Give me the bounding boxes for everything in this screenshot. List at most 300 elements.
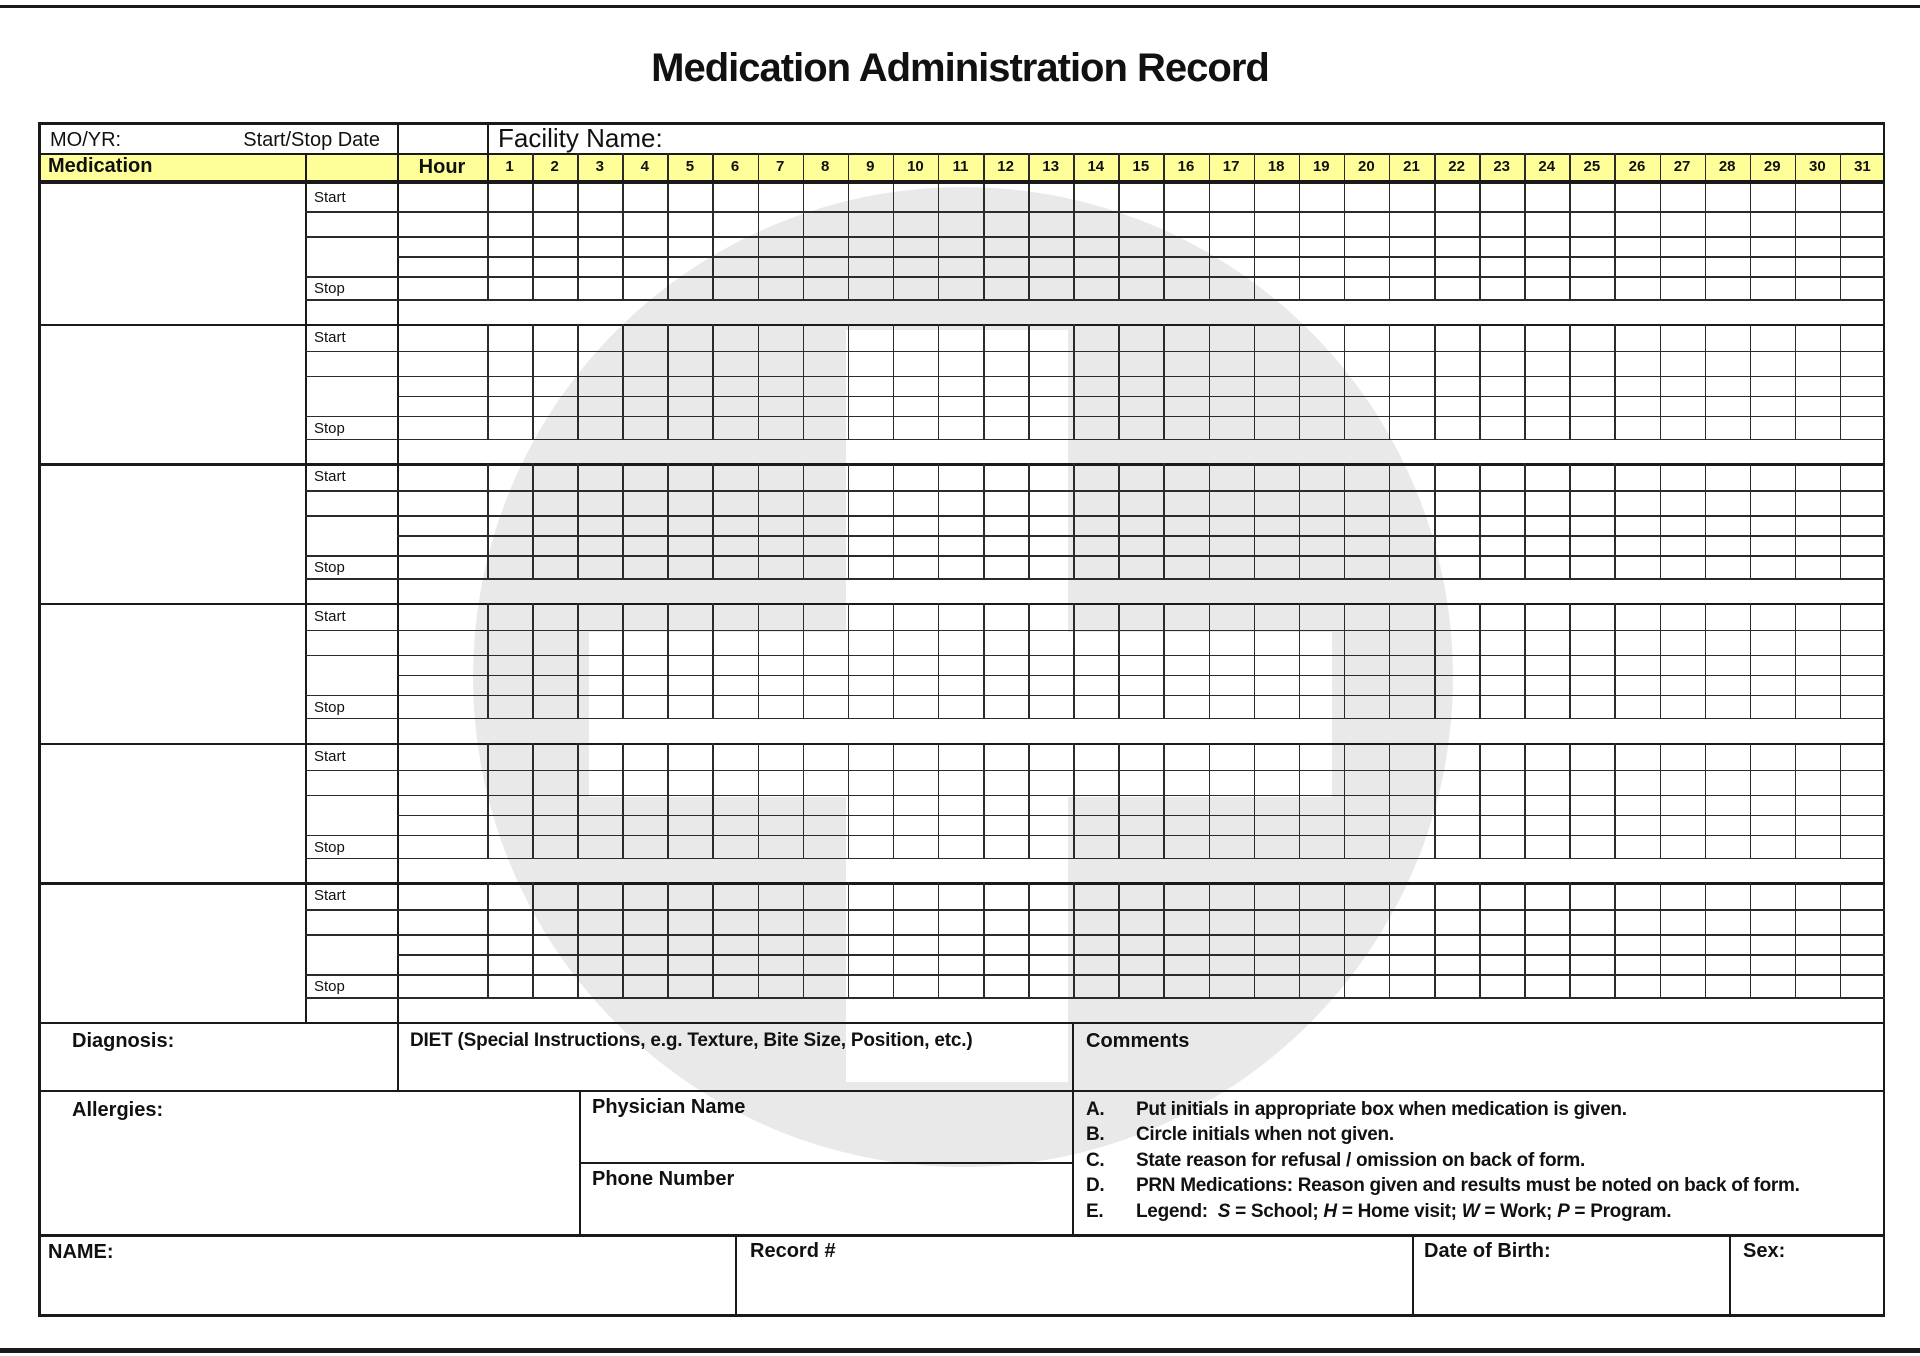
hour-column-header: Hour (418, 156, 466, 178)
grid-line (758, 463, 760, 578)
grid-line (1569, 184, 1571, 299)
grid-line (1840, 743, 1842, 858)
grid-line (848, 184, 850, 299)
grid-line (758, 882, 760, 997)
grid-line (1344, 184, 1346, 299)
grid-line (1118, 184, 1120, 299)
instruction-item-text: State reason for refusal / omission on back of form. (1136, 1149, 1585, 1171)
grid-line (1750, 463, 1752, 578)
grid-line (893, 882, 895, 997)
grid-line (305, 695, 1885, 697)
grid-line (577, 882, 579, 997)
grid-line (1434, 743, 1436, 858)
grid-line (983, 324, 985, 439)
grid-line (1569, 743, 1571, 858)
grid-line (667, 184, 669, 299)
day-header-cell: 3 (595, 158, 604, 175)
physician-phone-divider (579, 1162, 1072, 1164)
grid-line (622, 603, 624, 718)
grid-line (1705, 603, 1707, 718)
grid-line (1028, 184, 1030, 299)
grid-line (1524, 463, 1526, 578)
block-bottom-border (38, 463, 1885, 466)
grid-line (305, 718, 1885, 720)
grid-line (1028, 463, 1030, 578)
grid-line (1479, 743, 1481, 858)
grid-line (305, 211, 1885, 213)
grid-line (1073, 603, 1075, 718)
physician-name-label: Physician Name (592, 1096, 746, 1118)
instruction-item (1086, 1148, 1800, 1173)
grid-line (1479, 184, 1481, 299)
grid-line (1209, 463, 1211, 578)
grid-line (1795, 882, 1797, 997)
grid-line (1299, 184, 1301, 299)
grid-line (305, 835, 1885, 837)
grid-line (305, 515, 1885, 517)
grid-line (1254, 743, 1256, 858)
grid-line (1434, 184, 1436, 299)
grid-line (1795, 603, 1797, 718)
grid-line (1389, 463, 1391, 578)
day-header-cell: 6 (730, 158, 740, 175)
grid-line (532, 463, 534, 578)
grid-line (1750, 882, 1752, 997)
grid-line (622, 463, 624, 578)
day-header-cell: 4 (640, 158, 649, 175)
grid-line (712, 743, 714, 858)
comments-left-border (1072, 1022, 1074, 1234)
grid-line (305, 351, 1885, 353)
day-header-cell: 25 (1583, 158, 1601, 175)
grid-line (1840, 882, 1842, 997)
grid-line (305, 934, 1885, 936)
grid-line (1028, 882, 1030, 997)
grid-line (1750, 743, 1752, 858)
grid-line (1705, 324, 1707, 439)
grid-line (1163, 184, 1165, 299)
day-header-cell: 28 (1718, 158, 1736, 175)
grid-line (938, 463, 940, 578)
instruction-item-text: Legend: S = School; H = Home visit; W = Work; P = Program. (1136, 1200, 1672, 1222)
page-top-rule (0, 5, 1920, 8)
grid-line (397, 535, 1885, 537)
instruction-item-label: B. (1086, 1124, 1105, 1146)
grid-line (1073, 184, 1075, 299)
grid-line (893, 324, 895, 439)
grid-line (1479, 603, 1481, 718)
grid-line (305, 276, 1885, 278)
grid-line (305, 974, 1885, 976)
day-header-cell: 29 (1763, 158, 1781, 175)
day-header-cell: 24 (1538, 158, 1556, 175)
grid-line (1750, 184, 1752, 299)
grid-line (397, 954, 1885, 956)
stop-label: Stop (314, 838, 345, 856)
day-header-cell: 26 (1628, 158, 1646, 175)
start-label: Start (314, 607, 346, 625)
instruction-item-label: E. (1086, 1200, 1104, 1222)
grid-line (305, 997, 1885, 999)
grid-line (667, 743, 669, 858)
grid-line (1840, 463, 1842, 578)
block-bottom-border (38, 743, 1885, 746)
day-header-cell: 18 (1267, 158, 1285, 175)
phone-number-label: Phone Number (592, 1168, 735, 1190)
grid-line (1840, 184, 1842, 299)
grid-line (1569, 463, 1571, 578)
grid-line (1524, 324, 1526, 439)
grid-line (712, 463, 714, 578)
instruction-item (1086, 1173, 1800, 1198)
grid-line (1795, 184, 1797, 299)
grid-line (487, 184, 489, 299)
name-row-top (38, 1234, 1885, 1237)
instruction-item-label: C. (1086, 1149, 1105, 1171)
sex-label: Sex: (1743, 1240, 1786, 1262)
diagnosis-diet-divider (397, 1022, 399, 1090)
grid-line (1118, 463, 1120, 578)
grid-line (305, 236, 1885, 238)
allergies-label: Allergies: (72, 1099, 164, 1121)
day-header-cell: 15 (1132, 158, 1150, 175)
start-label: Start (314, 189, 346, 206)
grid-line (1479, 882, 1481, 997)
day-header-cell: 11 (952, 158, 969, 175)
grid-line (1209, 882, 1211, 997)
grid-line (1254, 463, 1256, 578)
grid-line (1705, 743, 1707, 858)
start-label: Start (314, 468, 346, 486)
grid-line (532, 184, 534, 299)
grid-line (1163, 463, 1165, 578)
grid-line (305, 490, 1885, 492)
grid-line (893, 184, 895, 299)
day-header-cell: 27 (1673, 158, 1691, 175)
grid-line (487, 882, 489, 997)
grid-line (1389, 743, 1391, 858)
instruction-item-text: Put initials in appropriate box when medication is given. (1136, 1099, 1627, 1120)
page-bottom-rule (0, 1348, 1920, 1353)
grid-line (577, 324, 579, 439)
grid-line (622, 184, 624, 299)
grid-line (803, 743, 805, 858)
instructions-list (1086, 1097, 1800, 1224)
allergies-physician-divider (579, 1090, 581, 1234)
stop-label: Stop (314, 978, 345, 996)
record-dob-divider (1412, 1234, 1414, 1314)
grid-line (487, 603, 489, 718)
grid-line (983, 743, 985, 858)
grid-line (893, 463, 895, 578)
dob-sex-divider (1729, 1234, 1731, 1314)
grid-line (1073, 743, 1075, 858)
grid-line (1840, 603, 1842, 718)
grid-line (622, 743, 624, 858)
grid-line (758, 743, 760, 858)
grid-line (983, 603, 985, 718)
yellow-row-bottom-border (38, 180, 1885, 184)
grid-line (1254, 184, 1256, 299)
grid-line (938, 743, 940, 858)
grid-line (1524, 184, 1526, 299)
day-header-cell: 14 (1087, 158, 1105, 175)
grid-line (1299, 882, 1301, 997)
grid-line (1524, 743, 1526, 858)
start-stop-date-label: Start/Stop Date (243, 129, 380, 151)
grid-line (848, 463, 850, 578)
grid-line (848, 324, 850, 439)
grid-line (1840, 324, 1842, 439)
stop-label: Stop (314, 280, 345, 297)
grid-line (532, 882, 534, 997)
grid-line (622, 882, 624, 997)
start-label: Start (314, 328, 346, 346)
grid-line (1434, 603, 1436, 718)
grid-line (305, 655, 1885, 657)
stop-label: Stop (314, 698, 345, 716)
grid-line (1254, 324, 1256, 439)
grid-line (1750, 324, 1752, 439)
grid-line (893, 743, 895, 858)
grid-line (1479, 463, 1481, 578)
grid-line (758, 184, 760, 299)
grid-line (712, 882, 714, 997)
instruction-item-label: D. (1086, 1175, 1105, 1197)
grid-line (1660, 603, 1662, 718)
name-record-divider (735, 1234, 737, 1314)
grid-line (938, 882, 940, 997)
day-header-cell: 20 (1358, 158, 1375, 175)
grid-line (1028, 743, 1030, 858)
grid-line (1028, 324, 1030, 439)
grid-line (803, 603, 805, 718)
grid-line (1073, 324, 1075, 439)
grid-line (1524, 882, 1526, 997)
stop-label: Stop (314, 419, 345, 437)
grid-line (803, 324, 805, 439)
grid-line (1344, 743, 1346, 858)
day-header-cell: 17 (1222, 158, 1240, 175)
comments-label: Comments (1086, 1030, 1190, 1052)
grid-line (1389, 603, 1391, 718)
day-header-cell: 21 (1403, 158, 1420, 175)
grid-line (305, 439, 1885, 441)
instruction-item-text: PRN Medications: Reason given and results must be noted on back of form. (1136, 1175, 1800, 1197)
grid-line (1614, 882, 1616, 997)
day-header-cell: 12 (997, 158, 1014, 175)
grid-line (1118, 603, 1120, 718)
grid-line (1614, 743, 1616, 858)
grid-line (803, 882, 805, 997)
day-header-cell: 31 (1854, 158, 1871, 175)
grid-line (532, 603, 534, 718)
grid-line (758, 603, 760, 718)
grid-line (487, 463, 489, 578)
grid-line (1479, 324, 1481, 439)
grid-line (1389, 184, 1391, 299)
day-header-cell: 30 (1809, 158, 1826, 175)
grid-line (1344, 603, 1346, 718)
grid-line (1209, 603, 1211, 718)
day-header-cell: 22 (1448, 158, 1465, 175)
instruction-item-text: Circle initials when not given. (1136, 1124, 1394, 1146)
grid-line (712, 184, 714, 299)
day-header-cell: 2 (550, 158, 559, 175)
grid-line (305, 416, 1885, 418)
grid-line (1795, 463, 1797, 578)
grid-line (1209, 184, 1211, 299)
grid-line (305, 555, 1885, 557)
grid-line (1660, 463, 1662, 578)
grid-line (983, 882, 985, 997)
grid-line (1344, 882, 1346, 997)
grid-line (758, 324, 760, 439)
grid-line (1163, 324, 1165, 439)
grid-line (305, 299, 1885, 301)
grid-line (1344, 463, 1346, 578)
day-header-cell: 5 (685, 158, 695, 175)
grid-line (848, 743, 850, 858)
grid-line (1434, 463, 1436, 578)
day-header-cell: 23 (1493, 158, 1511, 175)
table-left-border (38, 122, 41, 1314)
grid-line (1073, 882, 1075, 997)
grid-line (1299, 463, 1301, 578)
grid-line (1660, 882, 1662, 997)
grid-line (1209, 324, 1211, 439)
table-bottom-border (38, 1314, 1885, 1317)
grid-line (1569, 603, 1571, 718)
grid-line (305, 909, 1885, 911)
diet-instructions-label: DIET (Special Instructions, e.g. Texture, Bite Size, Position, etc.) (410, 1030, 973, 1051)
grid-line (1254, 882, 1256, 997)
name-label: NAME: (48, 1241, 114, 1263)
day-header-cell: 13 (1042, 158, 1060, 175)
grid-line (803, 463, 805, 578)
grid-line (1118, 743, 1120, 858)
grid-line (1118, 324, 1120, 439)
grid-line (1389, 324, 1391, 439)
grid-line (1163, 603, 1165, 718)
grid-line (1795, 324, 1797, 439)
grid-line (1660, 184, 1662, 299)
grid-line (577, 463, 579, 578)
day-header-cell: 19 (1312, 158, 1330, 175)
day-header-cell: 10 (907, 158, 924, 175)
instruction-item-label: A. (1086, 1099, 1105, 1120)
grid-line (1569, 882, 1571, 997)
day-header-cell: 8 (821, 158, 830, 175)
grid-line (712, 324, 714, 439)
grid-line (667, 324, 669, 439)
grid-line (305, 630, 1885, 632)
grid-line (487, 324, 489, 439)
watermark-cross-horizontal-bar (589, 632, 1332, 797)
grid-line (397, 256, 1885, 258)
grid-line (1389, 882, 1391, 997)
grid-line (577, 184, 579, 299)
grid-line (712, 603, 714, 718)
grid-line (305, 770, 1885, 772)
grid-line (938, 184, 940, 299)
grid-line (1660, 743, 1662, 858)
grid-line (893, 603, 895, 718)
grid-line (803, 184, 805, 299)
stop-label: Stop (314, 559, 345, 577)
day-header-cell: 16 (1177, 158, 1195, 175)
grid-line (1614, 324, 1616, 439)
record-number-label: Record # (750, 1240, 836, 1262)
grid-line (938, 324, 940, 439)
grid-line (1524, 603, 1526, 718)
grid-line (397, 675, 1885, 677)
grid-line (305, 578, 1885, 580)
diagnosis-row-bottom (38, 1090, 1885, 1092)
grid-line (1254, 603, 1256, 718)
block-bottom-border (38, 1022, 1885, 1025)
day-header-cell: 9 (866, 158, 875, 175)
grid-line (1614, 184, 1616, 299)
table-top-border (38, 122, 1885, 125)
page-title: Medication Administration Record (651, 46, 1269, 90)
grid-line (1705, 882, 1707, 997)
block-bottom-border (38, 603, 1885, 606)
grid-line (1344, 324, 1346, 439)
grid-line (1705, 463, 1707, 578)
grid-line (622, 324, 624, 439)
grid-line (1705, 184, 1707, 299)
grid-line (1163, 743, 1165, 858)
grid-line (305, 376, 1885, 378)
diagnosis-label: Diagnosis: (72, 1030, 175, 1052)
day-header-cell: 7 (775, 158, 785, 175)
grid-line (848, 603, 850, 718)
grid-line (1118, 882, 1120, 997)
grid-line (1299, 324, 1301, 439)
grid-line (305, 858, 1885, 860)
grid-line (1750, 603, 1752, 718)
grid-line (1209, 743, 1211, 858)
grid-line (983, 184, 985, 299)
grid-line (1795, 743, 1797, 858)
grid-line (1660, 324, 1662, 439)
grid-line (1299, 743, 1301, 858)
grid-line (1163, 882, 1165, 997)
start-label: Start (314, 747, 346, 765)
grid-line (1614, 603, 1616, 718)
grid-line (577, 603, 579, 718)
medication-column-header: Medication (48, 155, 153, 177)
grid-line (397, 396, 1885, 398)
grid-line (1434, 324, 1436, 439)
block-bottom-border (38, 882, 1885, 885)
grid-line (667, 603, 669, 718)
grid-line (397, 815, 1885, 817)
instruction-item (1086, 1097, 1800, 1122)
grid-line (667, 463, 669, 578)
grid-line (1434, 882, 1436, 997)
grid-line (1028, 603, 1030, 718)
instruction-item (1086, 1122, 1800, 1147)
day-header-cell: 1 (505, 158, 514, 175)
block-bottom-border (38, 324, 1885, 327)
grid-line (532, 324, 534, 439)
grid-line (1569, 324, 1571, 439)
grid-line (983, 463, 985, 578)
grid-line (532, 743, 534, 858)
grid-line (667, 882, 669, 997)
